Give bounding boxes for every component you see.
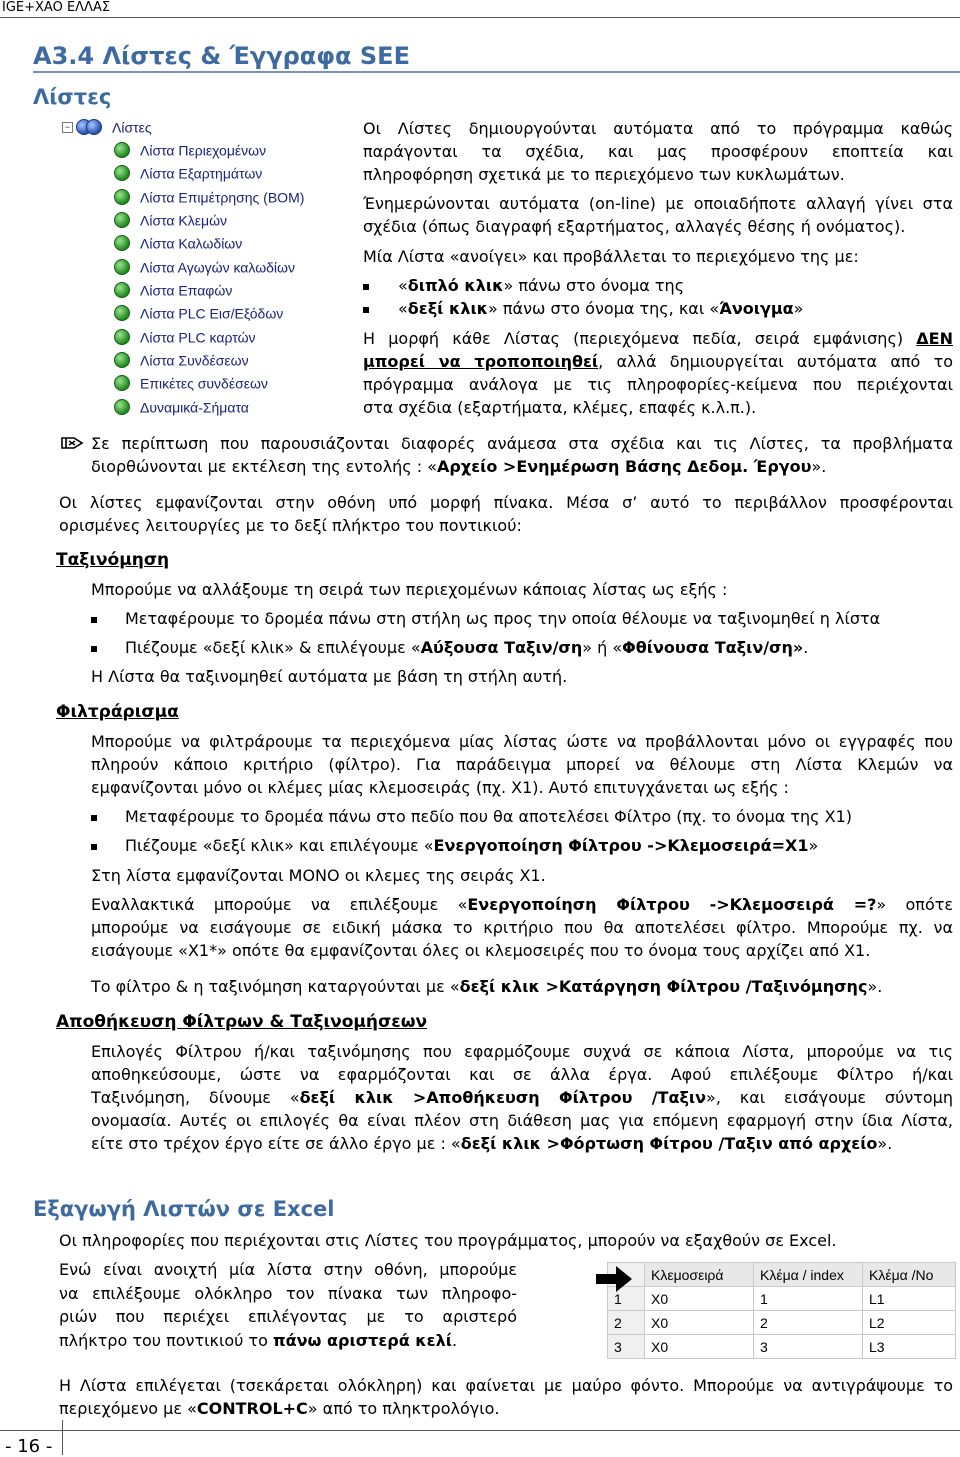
- saving-line: αποθηκεύσουμε, ώστε να εφαρμόζονται και σε άλλα έργα. Αφού επιλέξουμε Φίλτρο ή/και: [91, 1065, 953, 1084]
- intro-line: Μία Λίστα «ανοίγει» και προβάλλεται το περιεχόμενο της με:: [363, 247, 859, 266]
- format-line: στα σχέδια (εξαρτήματα, κλέμες, επαφές κ.λ.π.).: [363, 398, 757, 417]
- text: » από το πληκτρολόγιο.: [307, 1399, 500, 1418]
- text: » ή «: [582, 638, 623, 657]
- filtering-bullet: [91, 805, 953, 828]
- table-row[interactable]: [608, 1311, 956, 1335]
- tree-item-label: Λίστα Επαφών: [140, 282, 233, 299]
- lists-root-icon-2: [86, 119, 102, 135]
- text: διορθώνονται με εκτέλεση της εντολής : «: [91, 457, 438, 476]
- lists-tree: [62, 115, 340, 420]
- bold-text: δεξί κλικ >Κατάργηση Φίλτρου /Ταξινόμησης: [459, 977, 868, 996]
- list-icon: [114, 282, 130, 298]
- grid-cell[interactable]: 1: [754, 1287, 863, 1311]
- list-icon: [114, 259, 130, 275]
- list-grid: [607, 1262, 959, 1362]
- intro-line: Οι Λίστες δημιουργούνται αυτόματα από το πρόγραμμα καθώς: [363, 119, 953, 138]
- bold-text: CONTROL+C: [196, 1399, 308, 1418]
- text: » πάνω στο όνομα της: [503, 276, 685, 295]
- list-icon: [114, 352, 130, 368]
- sorting-line: Η Λίστα θα ταξινομηθεί αυτόματα με βάση τη στήλη αυτή.: [91, 667, 568, 686]
- table-row[interactable]: [608, 1335, 956, 1359]
- tree-item-label: Λίστες: [112, 119, 152, 136]
- row-number[interactable]: 1: [608, 1287, 645, 1311]
- tree-item-label: Λίστα Κλεμών: [140, 212, 227, 229]
- table-para-line: ορισμένες λειτουργίες με το δεξί πλήκτρο του ποντικιού:: [59, 516, 522, 535]
- open-option-doubleclick: [363, 274, 953, 297]
- tree-item[interactable]: [114, 395, 249, 417]
- row-number[interactable]: 3: [608, 1335, 645, 1359]
- sorting-line: Μπορούμε να αλλάξουμε τη σειρά των περιεχομένων κάποιας λίστας ως εξής :: [91, 580, 728, 599]
- saving-line: [91, 1086, 953, 1109]
- list-icon: [114, 375, 130, 391]
- text: .: [803, 638, 809, 657]
- header-rule: [0, 17, 960, 18]
- intro-line: σχέδια (όπως διαγραφή εξαρτήματος, αλλαγές θέσης ή ονόματος).: [363, 217, 906, 236]
- excel-line: Η Λίστα επιλέγεται (τσεκάρεται ολόκληρη) και φαίνεται με μαύρο φόντο. Μπορούμε να αντιγράψουμε το: [59, 1376, 953, 1395]
- text: ».: [811, 457, 827, 476]
- grid-cell[interactable]: X0: [645, 1311, 754, 1335]
- tree-item[interactable]: [114, 301, 283, 323]
- bold-text: πάνω αριστερά κελί: [273, 1331, 452, 1350]
- bullet-icon: [363, 307, 369, 313]
- excel-title: Εξαγωγή Λιστών σε Excel: [33, 1197, 335, 1221]
- saving-title: Αποθήκευση Φίλτρων & Ταξινομήσεων: [56, 1012, 428, 1032]
- bullet-icon: [91, 844, 97, 850]
- text: » πάνω στο όνομα της, και «: [488, 299, 720, 318]
- note-line: [91, 455, 953, 478]
- bold-text: δεξί κλικ >Φόρτωση Φίτρου /Ταξιν από αρχείο: [460, 1134, 878, 1153]
- text: »: [793, 299, 804, 318]
- excel-line: [59, 1397, 953, 1420]
- text: , αλλά δημιουργείται αυτόματα από το: [598, 352, 953, 371]
- format-line: πρόγραμμα ανάλογα με τις πληροφορίες-κείμενα που περιέχονται: [363, 375, 953, 394]
- text: Πιέζουμε «δεξί κλικ» & επιλέγουμε «: [125, 638, 421, 657]
- open-option-rightclick: [363, 297, 953, 320]
- excel-line: ριών που περιέχει επιλέγοντας με το αριστερό: [59, 1307, 517, 1326]
- text: »: [808, 836, 819, 855]
- tree-item[interactable]: [114, 231, 242, 253]
- intro-line: παράγονται τα σχέδια, και μας προσφέρουν εποπτεία και: [363, 142, 953, 161]
- section-title: Α3.4 Λίστες & Έγγραφα SEE: [33, 42, 410, 70]
- filtering-line: πληρούν κάποιο κριτήριο (φίλτρο). Για παράδειγμα μπορεί να θέλουμε στη Λίστα Κλεμών να: [91, 755, 953, 774]
- grid-cell[interactable]: 2: [754, 1311, 863, 1335]
- tree-item-label: Λίστα Αγωγών καλωδίων: [140, 259, 295, 276]
- sorting-title: Ταξινόμηση: [56, 550, 170, 570]
- tree-item-label: Λίστα Περιεχομένων: [140, 142, 267, 159]
- tree-item[interactable]: [114, 255, 295, 277]
- text: Μεταφέρουμε το δρομέα πάνω στη στήλη ως προς την οποία θέλουμε να ταξινομηθεί η λίστα: [125, 609, 881, 628]
- text: Η μορφή κάθε Λίστας (περιεχόμενα πεδία, σειρά εμφάνισης): [363, 329, 904, 348]
- text: ».: [867, 977, 883, 996]
- excel-line: Ενώ είναι ανοιχτή μία λίστα στην οθόνη, μπορούμε: [59, 1260, 517, 1279]
- filtering-line: Στη λίστα εμφανίζονται ΜΟΝΟ οι κλεμες της σειράς X1.: [91, 866, 546, 885]
- tree-item-label: Λίστα Καλωδίων: [140, 235, 243, 252]
- text: Πιέζουμε «δεξί κλικ» και επιλέγουμε «: [125, 836, 434, 855]
- sorting-bullet: [91, 607, 953, 630]
- grid-cell[interactable]: L2: [863, 1311, 956, 1335]
- tree-item[interactable]: [114, 208, 227, 230]
- bold-text: μπορεί να τροποποιηθεί: [363, 352, 599, 371]
- tree-item-label: Λίστα PLC Εισ/Εξόδων: [140, 305, 284, 322]
- grid-cell[interactable]: L1: [863, 1287, 956, 1311]
- bullet-icon: [91, 617, 97, 623]
- excel-line: Οι πληροφορίες που περιέχονται στις Λίστες του προγράμματος, μπορούν να εξαχθούν σε Excel.: [59, 1231, 837, 1250]
- text: ».: [877, 1134, 893, 1153]
- tree-item[interactable]: [114, 138, 266, 160]
- saving-line: Επιλογές Φίλτρου ή/και ταξινόμησης που εφαρμόζουμε συχνά σε κάποια Λίστα, μπορούμε να τις: [91, 1042, 953, 1061]
- table-para-line: Οι λίστες εμφανίζονται στην οθόνη υπό μορφή πίνακα. Μέσα σ’ αυτό το περιβάλλον προσφέρονται: [59, 493, 953, 512]
- list-icon: [114, 189, 130, 205]
- tree-item-label: Λίστα Εξαρτημάτων: [140, 165, 263, 182]
- tree-item-label: Λίστα Συνδέσεων: [140, 352, 249, 369]
- text: είτε στο τρέχον έργο είτε σε άλλο έργο με : «: [91, 1134, 461, 1153]
- filtering-line: εμφανίζονται μόνο οι κλέμες μίας κλεμοσειράς (πχ. X1). Αυτό επιτυγχάνεται ως εξής :: [91, 778, 789, 797]
- filtering-bullet: [91, 834, 953, 857]
- tree-item-label: Επικέτες συνδέσεων: [140, 375, 268, 392]
- tree-item[interactable]: [114, 278, 232, 300]
- tree-root[interactable]: [62, 115, 152, 137]
- page-number: - 16 -: [5, 1436, 53, 1457]
- text: Το φίλτρο & η ταξινόμηση καταργούνται με «: [91, 977, 460, 996]
- bold-text: Αρχείο >Ενημέρωση Βάσης Δεδομ. Έργου: [437, 457, 812, 476]
- text: Εναλλακτικά μπορούμε να επιλέξουμε «: [91, 895, 468, 914]
- filtering-line: [91, 975, 953, 998]
- lists-heading: Λίστες: [33, 85, 112, 109]
- bold-text: δεξί κλικ: [407, 299, 489, 318]
- intro-line: Ένημερώνονται αυτόματα (on-line) με οποιαδήποτε αλλαγή γίνει στα: [363, 194, 953, 213]
- column-header[interactable]: Κλέμα / index: [754, 1263, 863, 1287]
- tree-item[interactable]: [114, 325, 256, 347]
- list-icon: [114, 165, 130, 181]
- filtering-title: Φιλτράρισμα: [56, 702, 179, 722]
- text: πλήκτρο του ποντικιού το: [59, 1331, 273, 1350]
- text: », και εισάγουμε σύντομη: [706, 1088, 954, 1107]
- bold-text: δεξί κλικ >Αποθήκευση Φίλτρου /Ταξιν: [299, 1088, 707, 1107]
- format-line: [363, 350, 953, 373]
- company-name: IGE+XAO ΕΛΛΑΣ: [2, 0, 111, 15]
- filtering-line: μπορούμε να εισάγουμε σε ειδική μάσκα το κριτήριο που θα αποτελέσει φίλτρο. Μπορούμε πχ. να: [91, 918, 953, 937]
- section-rule: [33, 71, 960, 73]
- text: Ταξινόμηση, δίνουμε «: [91, 1088, 300, 1107]
- row-number[interactable]: 2: [608, 1311, 645, 1335]
- list-icon: [114, 399, 130, 415]
- grid-cell[interactable]: 3: [754, 1335, 863, 1359]
- list-icon: [114, 235, 130, 251]
- tree-item[interactable]: [114, 185, 304, 207]
- filtering-line: Μπορούμε να φιλτράρουμε τα περιεχόμενα μίας λίστας ώστε να προβάλλονται μόνο οι εγγραφές που: [91, 732, 953, 751]
- excel-line: να επιλέξουμε ολόκληρο τον πίνακα των πληροφο-: [59, 1284, 517, 1303]
- column-header[interactable]: Κλεμοσειρά: [645, 1263, 754, 1287]
- grid-header-row: [608, 1263, 956, 1287]
- list-icon: [114, 305, 130, 321]
- bullet-icon: [91, 646, 97, 652]
- text: .: [451, 1331, 458, 1350]
- bold-text: ΔΕΝ: [916, 329, 953, 348]
- filtering-line: [91, 893, 953, 916]
- arrow-pointer-icon: [594, 1264, 634, 1294]
- footer-divider: [62, 1420, 63, 1455]
- bold-text: Φθίνουσα Ταξιν/ση»: [622, 638, 804, 657]
- tree-item[interactable]: [114, 161, 262, 183]
- excel-line: [59, 1329, 517, 1352]
- bold-text: Ενεργοποίηση Φίλτρου ->Κλεμοσειρά =?: [467, 895, 877, 914]
- tree-item-label: Δυναμικά-Σήματα: [140, 399, 249, 416]
- tree-item-label: Λίστα PLC καρτών: [140, 329, 256, 346]
- text: περιεχόμενο με «: [59, 1399, 197, 1418]
- filtering-line: εισάγουμε «X1*» οπότε θα εμφανίζονται όλες οι κλεμοσειρές που το όνομα τους αρχίζει από X1.: [91, 941, 871, 960]
- column-header[interactable]: Κλέμα /No: [863, 1263, 956, 1287]
- note-line: Σε περίπτωση που παρουσιάζονται διαφορές ανάμεσα στα σχέδια και τις Λίστες, τα προβλήματα: [91, 434, 953, 453]
- text: » οπότε: [876, 895, 954, 914]
- tree-item[interactable]: [114, 371, 268, 393]
- list-icon: [114, 142, 130, 158]
- bold-text: Ενεργοποίηση Φίλτρου ->Κλεμοσειρά=X1: [433, 836, 809, 855]
- list-icon: [114, 212, 130, 228]
- bold-text: Αύξουσα Ταξιν/ση: [420, 638, 583, 657]
- table-row[interactable]: [608, 1287, 956, 1311]
- list-icon: [114, 329, 130, 345]
- saving-line: ονομασία. Αυτές οι επιλογές θα είναι πλέον στη διάθεση μας για επόμενη εφαρμογή στην ίδια Λίστα,: [91, 1111, 953, 1130]
- text: «: [398, 276, 408, 295]
- bullet-icon: [363, 284, 369, 290]
- grid-cell[interactable]: L3: [863, 1335, 956, 1359]
- grid-cell[interactable]: X0: [645, 1287, 754, 1311]
- bold-text: διπλό κλικ: [407, 276, 504, 295]
- tree-item-label: Λίστα Επιμέτρησης (BOM): [140, 189, 305, 206]
- grid-cell[interactable]: X0: [645, 1335, 754, 1359]
- bold-text: Άνοιγμα: [719, 299, 794, 318]
- footer-rule: [0, 1430, 960, 1431]
- sorting-bullet: [91, 636, 953, 659]
- tree-item[interactable]: [114, 348, 249, 370]
- intro-line: πληροφόρηση σχετικά με το περιεχόμενο των κυκλωμάτων.: [363, 165, 845, 184]
- saving-line: [91, 1132, 953, 1155]
- text: Μεταφέρουμε το δρομέα πάνω στο πεδίο που θα αποτελέσει Φίλτρο (πχ. το όνομα της X1): [125, 807, 853, 826]
- running-header: [0, 0, 960, 17]
- bullet-icon: [91, 815, 97, 821]
- text: «: [398, 299, 408, 318]
- collapse-icon[interactable]: −: [62, 122, 73, 133]
- pointing-hand-icon: [60, 434, 84, 452]
- format-line: [363, 327, 953, 350]
